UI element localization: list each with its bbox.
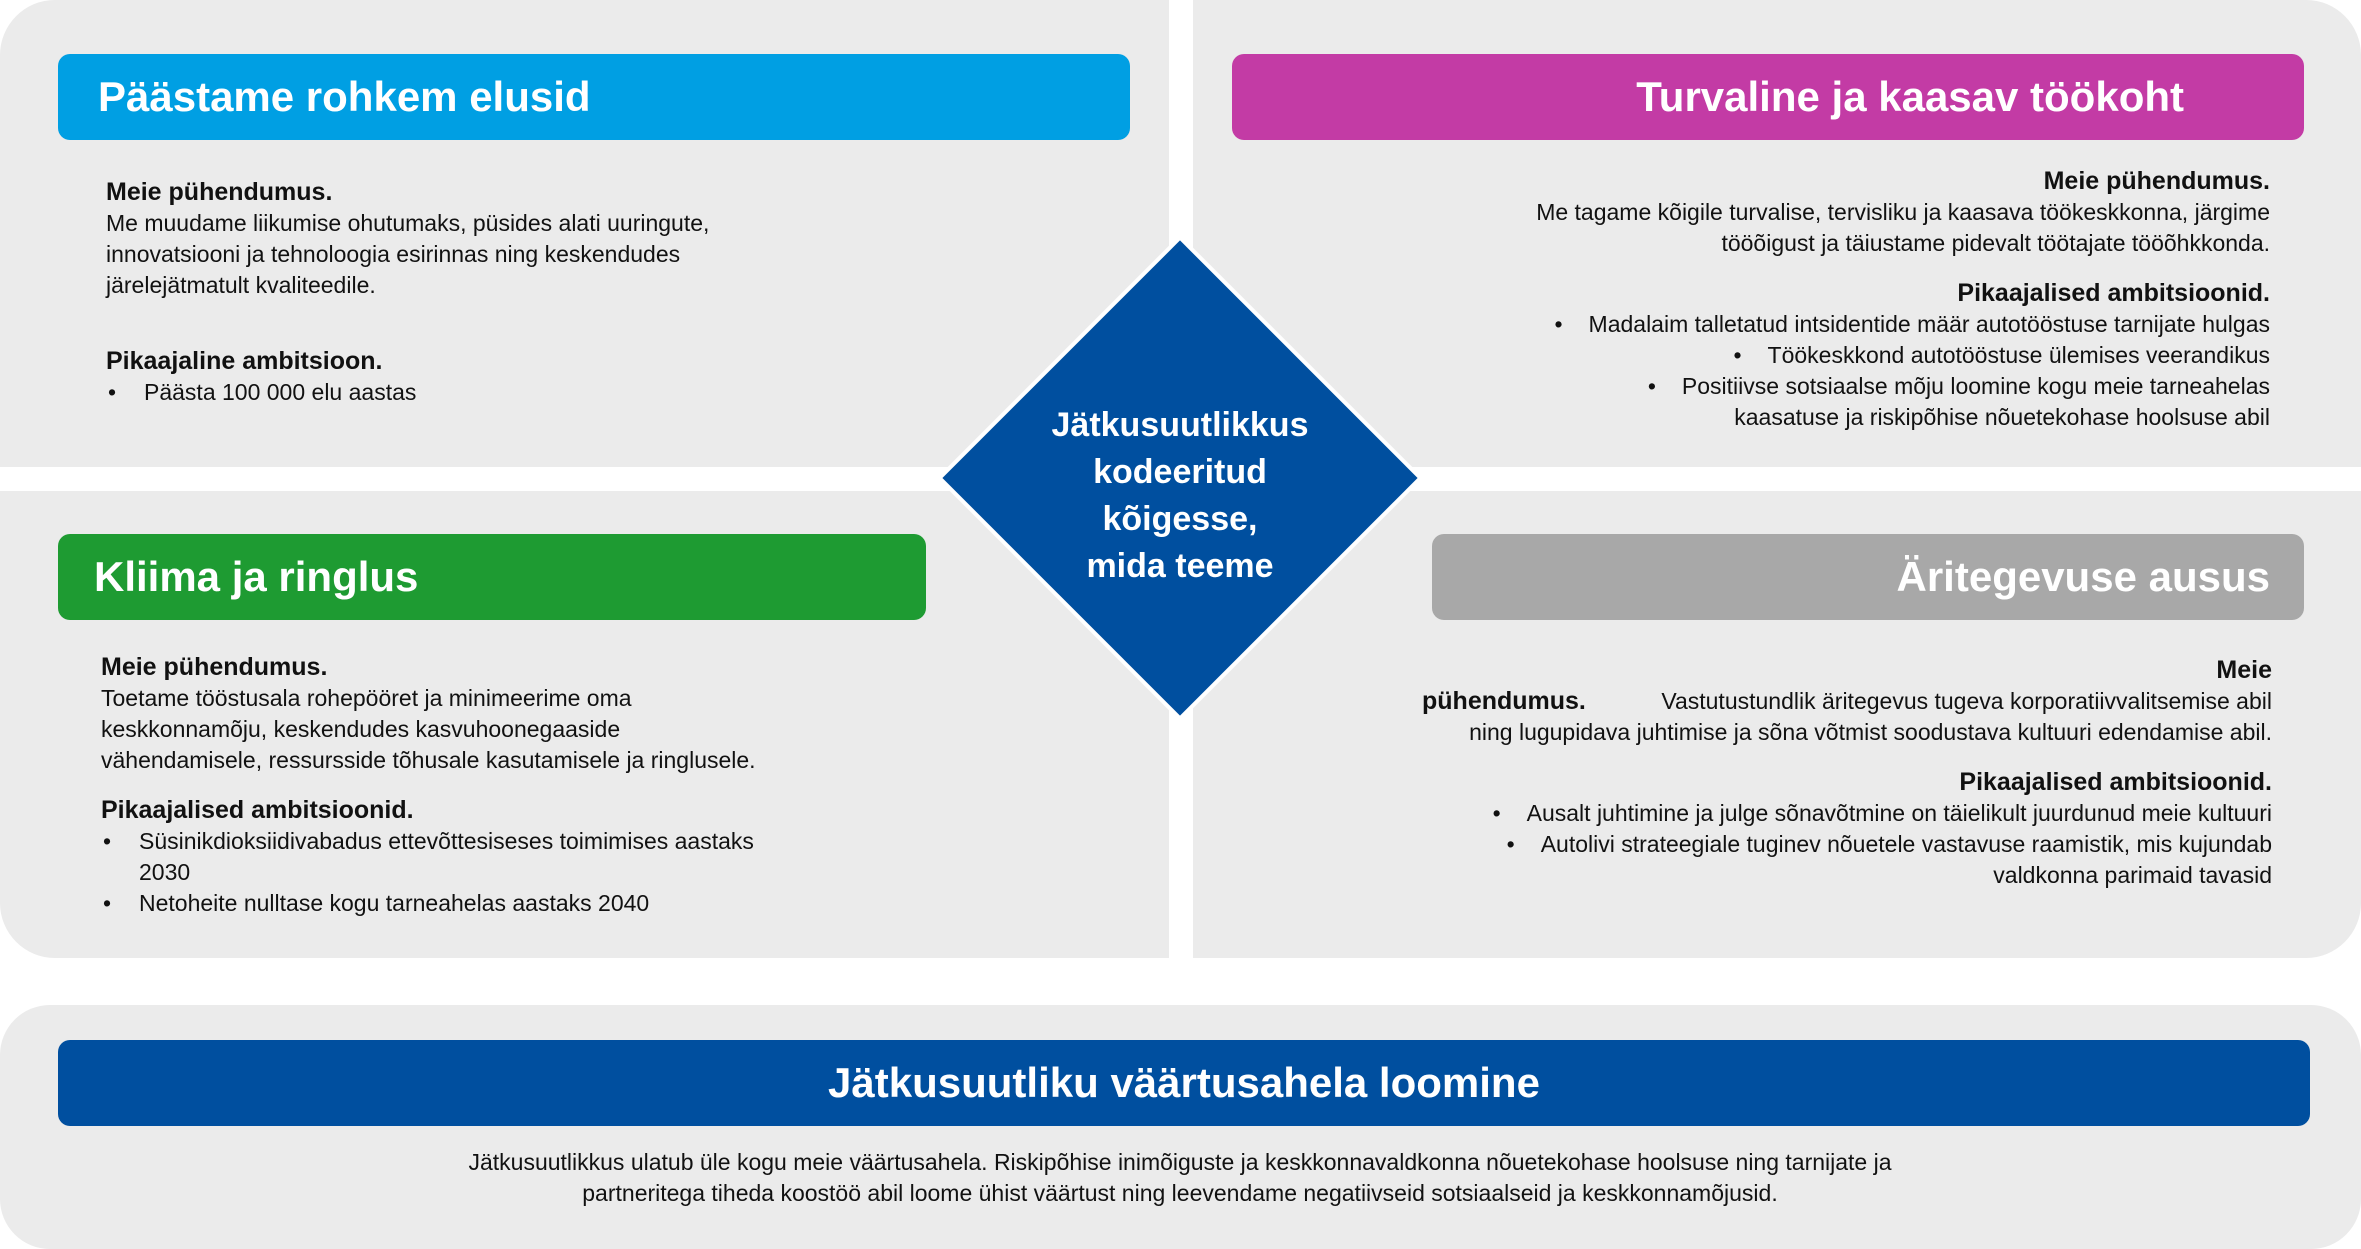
ambition-item: • Töökeskkond autotööstuse ülemises veerandikus	[1733, 342, 2270, 368]
banner-value-chain: Jätkusuutliku väärtusahela loomine	[58, 1040, 2310, 1126]
banner-climate: Kliima ja ringlus	[58, 534, 926, 620]
commitment-line: Me muudame liikumise ohutumaks, püsides alati uuringute,	[106, 210, 710, 236]
commitment-line: innovatsiooni ja tehnoloogia esirinnas ning keskendudes	[106, 241, 681, 267]
ambition-item: • Autolivi strateegiale tuginev nõuetele vastavuse raamistik, mis kujundab	[1506, 831, 2272, 857]
ambition-item: • Madalaim talletatud intsidentide määr autotööstuse tarnijate hulgas	[1554, 311, 2270, 337]
commitment-line: Toetame tööstusala rohepööret ja minimeerime oma	[101, 685, 632, 711]
bullet-icon: •	[1492, 800, 1501, 826]
ambition-item-continued: valdkonna parimaid tavasid	[1993, 862, 2272, 888]
bullet-icon: •	[1506, 831, 1515, 857]
ambition-item: • Päästa 100 000 elu aastas	[106, 377, 866, 408]
banner-business-integrity: Äritegevuse ausus	[1432, 534, 2304, 620]
commitment-line: Vastutustundlik äritegevus tugeva korporatiivvalitsemise abil	[1661, 688, 2272, 714]
diamond-line: mida teeme	[1086, 547, 1274, 585]
commitment-line: ning lugupidava juhtimise ja sõna võtmist soodustava kultuuri edendamise abil.	[1469, 719, 2272, 745]
value-chain-line: partneritega tiheda koostöö abil loome ühist väärtust ning leevendame negatiivseid sotsiaalseid ja keskkonnamõjusid.	[582, 1180, 1778, 1206]
value-chain-text	[180, 1147, 2180, 1209]
bullet-icon: •	[1733, 342, 1742, 368]
bullet-icon: •	[103, 890, 112, 916]
ambition-item-continued: kaasatuse ja riskipõhise nõuetekohase hoolsuse abil	[1734, 404, 2270, 430]
ambition-heading: Pikaajalised ambitsioonid.	[101, 796, 414, 824]
ambition-heading: Pikaajalised ambitsioonid.	[1957, 279, 2270, 307]
commitment-heading: Meie	[2216, 656, 2272, 684]
commitment-heading: Meie pühendumus.	[106, 178, 333, 206]
business-integrity-text	[1300, 655, 2272, 891]
commitment-heading: Meie pühendumus.	[101, 653, 328, 681]
ambition-item: • Ausalt juhtimine ja julge sõnavõtmine on täielikult juurdunud meie kultuuri	[1492, 800, 2272, 826]
commitment-line: keskkonnamõju, keskendudes kasvuhoonegaaside	[101, 716, 621, 742]
bullet-icon: •	[103, 828, 112, 854]
save-lives-text	[106, 177, 866, 408]
ambition-item: • Netoheite nulltase kogu tarneahelas aastaks 2040	[101, 888, 901, 919]
safe-workplace-text	[1300, 166, 2270, 433]
commitment-heading-cont: pühendumus.	[1422, 687, 1586, 715]
diamond-line: kodeeritud	[1093, 453, 1267, 491]
value-chain-line: Jätkusuutlikkus ulatub üle kogu meie väärtusahela. Riskipõhise inimõiguste ja keskkonnavaldkonna nõuetekohase hoolsuse ning tarnijate ja	[468, 1149, 1892, 1175]
banner-save-lives: Päästame rohkem elusid	[58, 54, 1130, 140]
commitment-line: järelejätmatult kvaliteedile.	[106, 272, 376, 298]
bullet-icon: •	[1554, 311, 1563, 337]
commitment-heading: Meie pühendumus.	[2043, 167, 2270, 195]
ambition-heading: Pikaajaline ambitsioon.	[106, 347, 383, 375]
ambition-item-continued: 2030	[139, 859, 191, 885]
ambition-item: • Positiivse sotsiaalse mõju loomine kogu meie tarneahelas	[1647, 373, 2270, 399]
climate-text	[101, 652, 901, 919]
bullet-icon: •	[108, 379, 117, 405]
commitment-line: Me tagame kõigile turvalise, tervisliku ja kaasava töökeskkonna, järgime	[1536, 199, 2270, 225]
bullet-icon: •	[1647, 373, 1656, 399]
diamond-label	[1010, 402, 1350, 590]
banner-safe-workplace: Turvaline ja kaasav töökoht	[1232, 54, 2304, 140]
diamond-line: Jätkusuutlikkus	[1051, 406, 1309, 444]
diamond-line: kõigesse,	[1102, 500, 1258, 538]
ambition-item: • Süsinikdioksiidivabadus ettevõttesiseses toimimises aastaks	[101, 826, 901, 857]
commitment-line: vähendamisele, ressursside tõhusale kasutamisele ja ringlusele.	[101, 747, 756, 773]
ambition-heading: Pikaajalised ambitsioonid.	[1959, 768, 2272, 796]
commitment-line: tööõigust ja täiustame pidevalt töötajate tööõhkkonda.	[1721, 230, 2270, 256]
